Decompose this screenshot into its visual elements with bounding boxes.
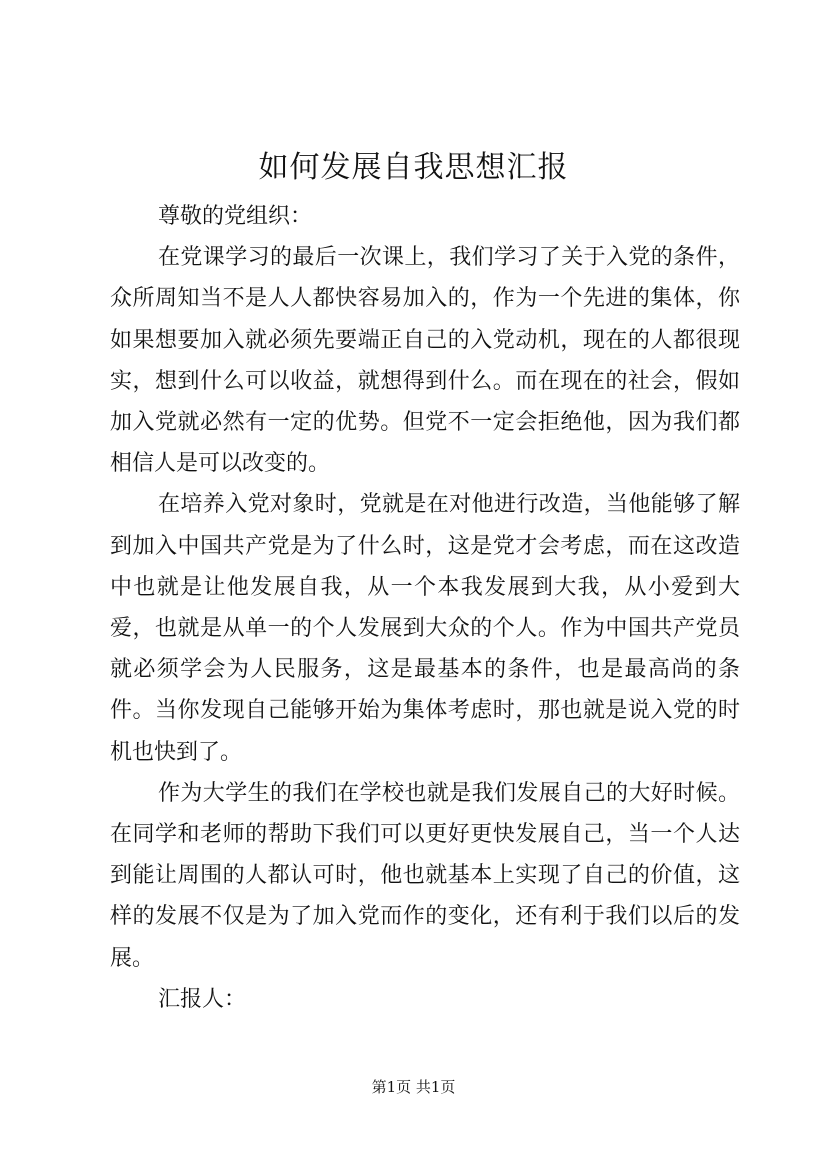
paragraph-3: 作为大学生的我们在学校也就是我们发展自己的大好时候。在同学和老师的帮助下我们可以更好更快发展自己，当一个人达到能让周围的人都认可时，他也就基本上实现了自己的价值，这样的发展不仅是为了加入党而作的变化，还有利于我们以后的发展。 xyxy=(110,780,740,971)
document-title: 如何发展自我思想汇报 xyxy=(258,150,569,185)
document-body xyxy=(110,196,740,1020)
paragraph-2: 在培养入党对象时，党就是在对他进行改造，当他能够了解到加入中国共产党是为了什么时，这是党才会考虑，而在这改造中也就是让他发展自我，从一个本我发展到大我，从小爱到大爱，也就是从单一的个人发展到大众的个人。作为中国共产党员就必须学会为人民服务，这是最基本的条件，也是最高尚的条件。当你发现自己能够开始为集体考虑时，那也就是说入党的时机也快到了。 xyxy=(110,492,740,765)
signature-line: 汇报人： xyxy=(158,986,247,1012)
salutation: 尊敬的党组织： xyxy=(158,204,313,229)
paragraph-1: 在党课学习的最后一次课上，我们学习了关于入党的条件，众所周知当不是人人都快容易加入的，作为一个先进的集体，你如果想要加入就必须先要端正自己的入党动机，现在的人都很现实，想到什么可以收益，就想得到什么。而在现在的社会，假如加入党就必然有一定的优势。但党不一定会拒绝他，因为我们都相信人是可以改变的。 xyxy=(110,245,740,477)
page-footer: 第1页 共1页 xyxy=(371,1078,456,1096)
